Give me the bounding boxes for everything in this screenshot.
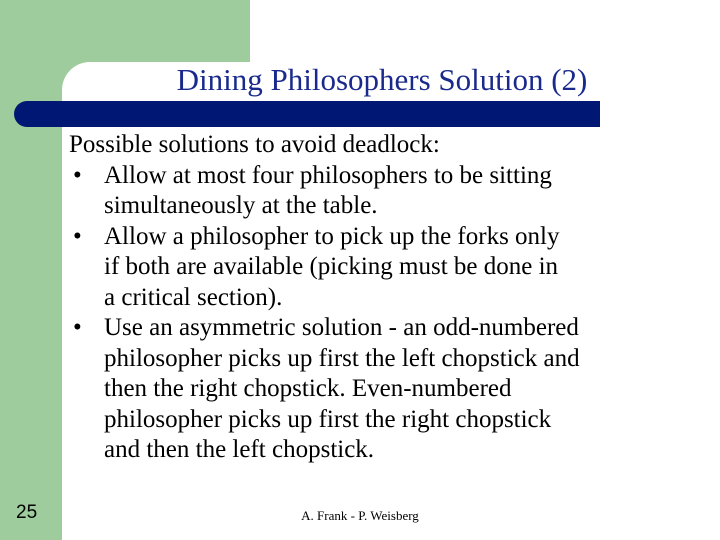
bullet-list [69,161,714,466]
bullet-item [69,313,714,466]
title-underline-bar [14,101,600,127]
slide-number: 25 [16,502,38,523]
bullet-line: philosopher picks up first the right chopstick [104,405,552,433]
bullet-line: Use an asymmetric solution - an odd-numbered [104,314,579,341]
bullet-line: philosopher picks up first the left chopstick and [104,344,580,372]
slide-title: Dining Philosophers Solution (2) [176,62,588,97]
bullet-icon: • [73,161,82,189]
bullet-item [69,161,714,222]
bullet-line: a critical section). [104,283,283,311]
bullet-item [69,222,714,314]
bullet-line: then the right chopstick. Even-numbered [104,375,512,402]
slide-body [69,130,714,466]
intro-text: Possible solutions to avoid deadlock: [69,131,440,158]
bullet-line: simultaneously at the table. [104,192,378,219]
bullet-line: if both are available (picking must be done in [104,253,559,280]
footer-authors: A. Frank - P. Weisberg [301,508,419,523]
bullet-icon: • [73,222,82,250]
bullet-icon: • [73,314,82,341]
bullet-line: Allow at most four philosophers to be sitting [104,161,552,189]
bullet-line: Allow a philosopher to pick up the forks only [104,222,560,250]
bullet-line: and then the left chopstick. [104,436,375,463]
